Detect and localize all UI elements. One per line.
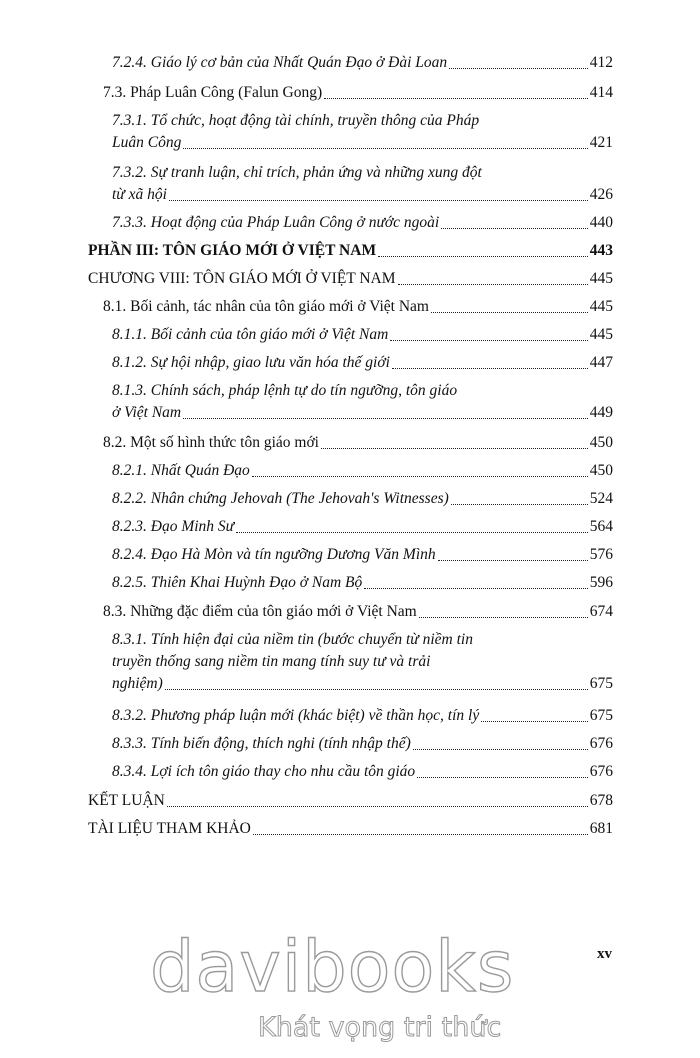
- toc-entry-page: 412: [589, 54, 613, 71]
- toc-entry: [112, 110, 613, 154]
- toc-entry-title: 8.1.3. Chính sách, pháp lệnh tự do tín ngưỡng, tôn giáo: [112, 382, 458, 399]
- toc-entry-page: 450: [589, 434, 613, 451]
- toc-entry: [112, 572, 613, 594]
- toc-entry-title: 8.3. Những đặc điểm của tôn giáo mới ở Việt Nam: [103, 603, 417, 620]
- dot-leader: [364, 588, 588, 589]
- toc-entry-page: 449: [589, 404, 613, 421]
- toc-entry: [88, 240, 613, 262]
- toc-entry-title: 7.3. Pháp Luân Công (Falun Gong): [103, 84, 323, 101]
- toc-entry-title: 7.3.3. Hoạt động của Pháp Luân Công ở nước ngoài: [112, 214, 440, 231]
- watermark-tagline: Khát vọng tri thức: [258, 1012, 502, 1043]
- toc-entry-title: 8.3.2. Phương pháp luận mới (khác biệt) về thần học, tín lý: [112, 707, 480, 724]
- toc-entry-title: 7.2.4. Giáo lý cơ bản của Nhất Quán Đạo ở Đài Loan: [112, 54, 448, 71]
- toc-entry: [112, 460, 613, 482]
- dot-leader: [390, 340, 587, 341]
- toc-entry-title: TÀI LIỆU THAM KHẢO: [88, 820, 251, 837]
- toc-entry-page: 524: [589, 490, 613, 507]
- dot-leader: [451, 504, 588, 505]
- dot-leader: [183, 418, 588, 419]
- toc-entry: [103, 432, 613, 454]
- toc-entry: [88, 790, 613, 812]
- toc-entry: [103, 82, 613, 104]
- dot-leader: [165, 689, 588, 690]
- toc-entry: [88, 818, 613, 840]
- toc-entry-page: 681: [589, 820, 613, 837]
- dot-leader: [398, 284, 588, 285]
- toc-entry-title: 8.2.3. Đạo Minh Sư: [112, 518, 235, 535]
- toc-entry-title: 8.2. Một số hình thức tôn giáo mới: [103, 434, 319, 451]
- toc-entry-page: 440: [589, 214, 613, 231]
- dot-leader: [169, 200, 588, 201]
- toc-entry-page: 443: [589, 242, 613, 259]
- dot-leader: [236, 532, 588, 533]
- toc-entry: [112, 629, 613, 695]
- dot-leader: [419, 617, 588, 618]
- toc-entry: [112, 705, 613, 727]
- dot-leader: [252, 476, 588, 477]
- watermark-brand: davibooks: [150, 926, 515, 1008]
- toc-entry-title: truyền thống sang niềm tin mang tính suy tư và trải: [112, 653, 431, 670]
- toc-entry-title: 7.3.2. Sự tranh luận, chỉ trích, phản ứng và những xung đột: [112, 164, 482, 181]
- toc-entry-page: 675: [589, 707, 613, 724]
- dot-leader: [413, 749, 588, 750]
- toc-entry: [112, 516, 613, 538]
- toc-entry: [88, 268, 613, 290]
- toc-entry: [112, 324, 613, 346]
- toc-entry-page: 674: [589, 603, 613, 620]
- toc-entry-title: 7.3.1. Tổ chức, hoạt động tài chính, truyền thông của Pháp: [112, 112, 480, 129]
- toc-entry: [112, 212, 613, 234]
- dot-leader: [183, 148, 587, 149]
- toc-entry: [112, 380, 613, 424]
- toc-entry-title: PHẦN III: TÔN GIÁO MỚI Ở VIỆT NAM: [88, 242, 377, 259]
- dot-leader: [441, 228, 588, 229]
- toc-entry-title: Luân Công: [112, 134, 182, 151]
- dot-leader: [438, 560, 588, 561]
- toc-entry-page: 445: [589, 270, 613, 287]
- toc-entry-title: KẾT LUẬN: [88, 792, 165, 809]
- page-number: xv: [597, 946, 612, 962]
- dot-leader: [253, 834, 588, 835]
- toc-entry-page: 426: [589, 186, 613, 203]
- toc-entry-title: 8.2.2. Nhân chứng Jehovah (The Jehovah's Witnesses): [112, 490, 449, 507]
- dot-leader: [481, 721, 588, 722]
- toc-entry: [112, 352, 613, 374]
- toc-entry-title: từ xã hội: [112, 186, 167, 203]
- toc-entry-page: 576: [589, 546, 613, 563]
- toc-entry-title: ở Việt Nam: [112, 404, 182, 421]
- toc-entry-title: 8.3.1. Tính hiện đại của niềm tin (bước chuyển từ niềm tin: [112, 631, 473, 648]
- toc-entry-title: CHƯƠNG VIII: TÔN GIÁO MỚI Ở VIỆT NAM: [88, 270, 396, 287]
- toc-entry-title: 8.2.5. Thiên Khai Huỳnh Đạo ở Nam Bộ: [112, 574, 363, 591]
- toc-entry-title: 8.2.1. Nhất Quán Đạo: [112, 462, 250, 479]
- toc-entry: [112, 162, 613, 206]
- toc-entry-page: 675: [589, 675, 613, 692]
- toc-entry-page: 596: [589, 574, 613, 591]
- toc-entry-page: 414: [589, 84, 613, 101]
- toc-entry-title: 8.1.1. Bối cảnh của tôn giáo mới ở Việt Nam: [112, 326, 389, 343]
- toc-entry: [103, 601, 613, 623]
- dot-leader: [167, 806, 588, 807]
- toc-entry-page: 564: [589, 518, 613, 535]
- toc-entry: [112, 488, 613, 510]
- toc-entry: [112, 52, 613, 74]
- toc-entry-title: 8.1.2. Sự hội nhập, giao lưu văn hóa thế giới: [112, 354, 390, 371]
- dot-leader: [392, 368, 588, 369]
- toc-entry-page: 678: [589, 792, 613, 809]
- dot-leader: [321, 448, 588, 449]
- dot-leader: [449, 68, 588, 69]
- toc-entry-page: 450: [589, 462, 613, 479]
- toc-entry-title: 8.2.4. Đạo Hà Mòn và tín ngưỡng Dương Văn Mình: [112, 546, 436, 563]
- toc-entry-page: 445: [589, 298, 613, 315]
- toc-entry: [112, 544, 613, 566]
- dot-leader: [324, 98, 588, 99]
- dot-leader: [378, 256, 588, 257]
- toc-entry-title: nghiệm): [112, 675, 163, 692]
- toc-entry: [103, 296, 613, 318]
- toc-entry-page: 445: [589, 326, 613, 343]
- toc-entry-title: 8.3.3. Tính biến động, thích nghi (tính nhập thế): [112, 735, 411, 752]
- toc-entry: [112, 733, 613, 755]
- toc-entry-title: 8.1. Bối cảnh, tác nhân của tôn giáo mới ở Việt Nam: [103, 298, 429, 315]
- toc-entry: [112, 761, 613, 783]
- dot-leader: [417, 777, 588, 778]
- dot-leader: [431, 312, 588, 313]
- toc-entry-title: 8.3.4. Lợi ích tôn giáo thay cho nhu cầu tôn giáo: [112, 763, 416, 780]
- toc-entry-page: 447: [589, 354, 613, 371]
- toc-entry-page: 421: [589, 134, 613, 151]
- toc-entry-page: 676: [589, 735, 613, 752]
- toc-entry-page: 676: [589, 763, 613, 780]
